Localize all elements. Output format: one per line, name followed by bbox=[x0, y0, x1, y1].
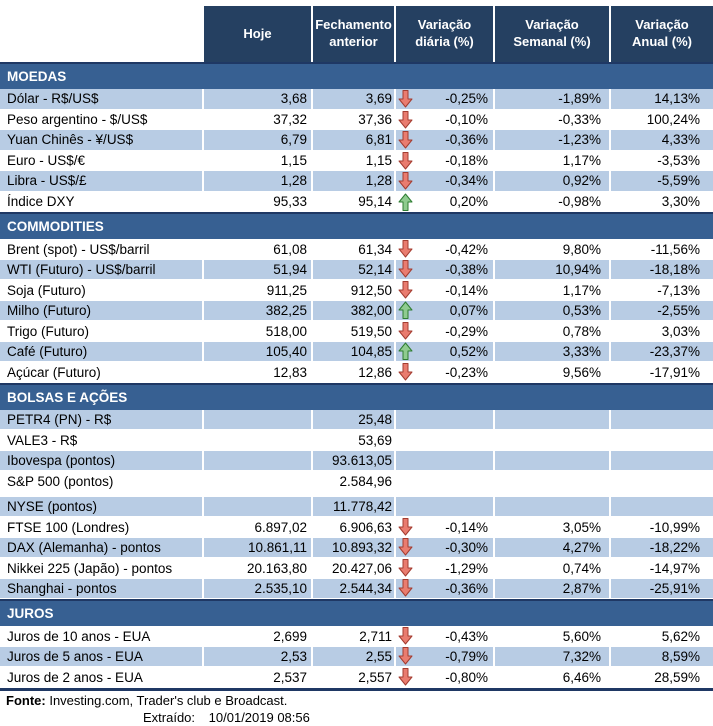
variacao-anual-value: -3,53% bbox=[609, 151, 713, 172]
variacao-semanal-value bbox=[493, 430, 609, 451]
fechamento-anterior-value: 382,00 bbox=[311, 301, 394, 322]
down-arrow-icon bbox=[398, 322, 413, 340]
table-row-nyse-pontos bbox=[0, 497, 713, 518]
variacao-diaria-text: -0,36% bbox=[445, 132, 488, 148]
hoje-value: 3,68 bbox=[202, 89, 311, 110]
variacao-diaria-text: 0,52% bbox=[449, 343, 488, 359]
extracted-label: Extraído: bbox=[143, 709, 196, 725]
table-row-brent-spot-us-barril bbox=[0, 239, 713, 260]
table-row-wti-futuro-us-barril bbox=[0, 260, 713, 281]
table-row-trigo-futuro bbox=[0, 321, 713, 342]
fechamento-anterior-value: 3,69 bbox=[311, 89, 394, 110]
variacao-semanal-value: 0,74% bbox=[493, 558, 609, 579]
table-row-libra-us bbox=[0, 171, 713, 192]
variacao-anual-value: -7,13% bbox=[609, 280, 713, 301]
table-row-petr4-pn-r bbox=[0, 410, 713, 431]
variacao-anual-value: 3,30% bbox=[609, 192, 713, 213]
hoje-value: 95,33 bbox=[202, 192, 311, 213]
hoje-value bbox=[202, 497, 311, 518]
fechamento-anterior-value: 52,14 bbox=[311, 260, 394, 281]
down-arrow-icon bbox=[398, 281, 413, 299]
variacao-anual-value bbox=[609, 451, 713, 472]
hoje-value: 518,00 bbox=[202, 321, 311, 342]
table-row-juros-de-10-anos-eua bbox=[0, 626, 713, 647]
variacao-diaria-value bbox=[394, 130, 493, 151]
variacao-diaria-text: -0,10% bbox=[445, 112, 488, 128]
variacao-anual-value: -10,99% bbox=[609, 517, 713, 538]
section-header-bolsas-e-a-es: BOLSAS E AÇÕES bbox=[0, 383, 713, 410]
source-line bbox=[0, 693, 713, 709]
hoje-value: 6.897,02 bbox=[202, 517, 311, 538]
hoje-value: 1,28 bbox=[202, 171, 311, 192]
variacao-diaria-value bbox=[394, 321, 493, 342]
fechamento-anterior-value: 2.584,96 bbox=[311, 471, 394, 492]
variacao-anual-value: -25,91% bbox=[609, 579, 713, 600]
fechamento-anterior-value: 1,15 bbox=[311, 151, 394, 172]
row-label: Juros de 10 anos - EUA bbox=[7, 628, 151, 644]
down-arrow-icon bbox=[398, 260, 413, 278]
down-arrow-icon bbox=[398, 131, 413, 149]
variacao-diaria-value bbox=[394, 280, 493, 301]
source-text: Investing.com, Trader's club e Broadcast. bbox=[49, 692, 288, 708]
table-row-nikkei-225-jap-o-pontos bbox=[0, 558, 713, 579]
variacao-semanal-value: -0,33% bbox=[493, 110, 609, 131]
hoje-value: 61,08 bbox=[202, 239, 311, 260]
variacao-anual-value: 100,24% bbox=[609, 110, 713, 131]
down-arrow-icon bbox=[398, 627, 413, 645]
variacao-semanal-value: 4,27% bbox=[493, 538, 609, 559]
hoje-value: 2,53 bbox=[202, 647, 311, 668]
fechamento-anterior-value: 2.544,34 bbox=[311, 579, 394, 600]
row-label: DAX (Alemanha) - pontos bbox=[0, 538, 202, 559]
down-arrow-icon bbox=[398, 668, 413, 686]
fechamento-anterior-value: 2,711 bbox=[311, 626, 394, 647]
table-row-ndice-dxy bbox=[0, 192, 713, 213]
table-row-d-lar-r-us bbox=[0, 89, 713, 110]
row-label: Nikkei 225 (Japão) - pontos bbox=[7, 560, 173, 576]
variacao-diaria-value bbox=[394, 626, 493, 647]
row-label: Café (Futuro) bbox=[0, 342, 202, 363]
variacao-diaria-value bbox=[394, 110, 493, 131]
up-arrow-icon bbox=[398, 301, 413, 319]
hoje-value: 6,79 bbox=[202, 130, 311, 151]
row-label: Índice DXY bbox=[7, 194, 75, 210]
variacao-anual-value: -23,37% bbox=[609, 342, 713, 363]
hoje-value: 2.535,10 bbox=[202, 579, 311, 600]
fechamento-anterior-value: 2,55 bbox=[311, 647, 394, 668]
variacao-diaria-value bbox=[394, 538, 493, 559]
variacao-diaria-value bbox=[394, 410, 493, 431]
row-label: WTI (Futuro) - US$/barril bbox=[0, 260, 202, 281]
row-label: S&P 500 (pontos) bbox=[7, 473, 114, 489]
hoje-value bbox=[202, 430, 311, 451]
variacao-diaria-value bbox=[394, 362, 493, 383]
variacao-diaria-value bbox=[394, 647, 493, 668]
hoje-value bbox=[202, 471, 311, 492]
up-arrow-icon bbox=[398, 342, 413, 360]
variacao-diaria-text: -0,34% bbox=[445, 173, 488, 189]
table-row-juros-de-2-anos-eua bbox=[0, 667, 713, 688]
row-label: Yuan Chinês - ¥/US$ bbox=[0, 130, 202, 151]
table-row-a-car-futuro bbox=[0, 362, 713, 383]
down-arrow-icon bbox=[398, 647, 413, 665]
table-footer bbox=[0, 691, 713, 726]
variacao-diaria-text: -0,42% bbox=[445, 241, 488, 257]
row-label: Shanghai - pontos bbox=[0, 579, 202, 600]
fechamento-anterior-value: 93.613,05 bbox=[311, 451, 394, 472]
down-arrow-icon bbox=[398, 518, 413, 536]
variacao-semanal-value bbox=[493, 497, 609, 518]
header-empty-corner bbox=[0, 6, 202, 62]
variacao-diaria-value bbox=[394, 558, 493, 579]
table-row-shanghai-pontos bbox=[0, 579, 713, 600]
variacao-anual-value bbox=[609, 471, 713, 492]
variacao-semanal-value: -1,89% bbox=[493, 89, 609, 110]
row-label: Soja (Futuro) bbox=[7, 282, 86, 298]
row-label: Ibovespa (pontos) bbox=[0, 451, 202, 472]
table-row-peso-argentino-us bbox=[0, 110, 713, 131]
variacao-diaria-text: -0,14% bbox=[445, 519, 488, 535]
fechamento-anterior-value: 519,50 bbox=[311, 321, 394, 342]
fechamento-anterior-value: 53,69 bbox=[311, 430, 394, 451]
variacao-semanal-value bbox=[493, 471, 609, 492]
variacao-anual-value bbox=[609, 497, 713, 518]
variacao-semanal-value: 1,17% bbox=[493, 151, 609, 172]
variacao-diaria-value bbox=[394, 89, 493, 110]
variacao-anual-value: 5,62% bbox=[609, 626, 713, 647]
variacao-diaria-value bbox=[394, 151, 493, 172]
variacao-diaria-text: -0,79% bbox=[445, 648, 488, 664]
variacao-diaria-text: -0,18% bbox=[445, 153, 488, 169]
down-arrow-icon bbox=[398, 172, 413, 190]
table-row-caf-futuro bbox=[0, 342, 713, 363]
row-label: Juros de 2 anos - EUA bbox=[7, 669, 143, 685]
variacao-diaria-text: -0,14% bbox=[445, 282, 488, 298]
variacao-anual-value: 28,59% bbox=[609, 667, 713, 688]
table-row-yuan-chin-s-us bbox=[0, 130, 713, 151]
table-header bbox=[0, 6, 713, 62]
variacao-diaria-value bbox=[394, 192, 493, 213]
fechamento-anterior-value: 61,34 bbox=[311, 239, 394, 260]
variacao-semanal-value: -0,98% bbox=[493, 192, 609, 213]
variacao-diaria-value bbox=[394, 667, 493, 688]
table-row-euro-us bbox=[0, 151, 713, 172]
fechamento-anterior-value: 2,557 bbox=[311, 667, 394, 688]
table-row-dax-alemanha-pontos bbox=[0, 538, 713, 559]
hoje-value: 37,32 bbox=[202, 110, 311, 131]
table-row-soja-futuro bbox=[0, 280, 713, 301]
up-arrow-icon bbox=[398, 193, 413, 211]
variacao-semanal-value: 3,05% bbox=[493, 517, 609, 538]
row-label: PETR4 (PN) - R$ bbox=[0, 410, 202, 431]
column-header-fechamento-anterior: Fechamento anterior bbox=[311, 6, 394, 62]
hoje-value: 10.861,11 bbox=[202, 538, 311, 559]
variacao-diaria-text: 0,07% bbox=[449, 302, 488, 318]
fechamento-anterior-value: 20.427,06 bbox=[311, 558, 394, 579]
fechamento-anterior-value: 37,36 bbox=[311, 110, 394, 131]
variacao-semanal-value: 0,92% bbox=[493, 171, 609, 192]
row-label: Milho (Futuro) bbox=[0, 301, 202, 322]
variacao-semanal-value: 10,94% bbox=[493, 260, 609, 281]
variacao-diaria-value bbox=[394, 171, 493, 192]
table-body bbox=[0, 62, 713, 688]
extracted-timestamp: 10/01/2019 08:56 bbox=[208, 709, 310, 725]
variacao-diaria-text: -1,29% bbox=[445, 560, 488, 576]
down-arrow-icon bbox=[398, 240, 413, 258]
row-label: Dólar - R$/US$ bbox=[0, 89, 202, 110]
variacao-diaria-text: -0,25% bbox=[445, 91, 488, 107]
variacao-diaria-text: 0,20% bbox=[449, 194, 488, 210]
variacao-diaria-value bbox=[394, 430, 493, 451]
source-label: Fonte: bbox=[6, 692, 46, 708]
variacao-diaria-value bbox=[394, 451, 493, 472]
fechamento-anterior-value: 25,48 bbox=[311, 410, 394, 431]
variacao-diaria-text: -0,43% bbox=[445, 628, 488, 644]
column-header-variacao-diaria: Variação diária (%) bbox=[394, 6, 493, 62]
variacao-semanal-value: -1,23% bbox=[493, 130, 609, 151]
section-header-moedas: MOEDAS bbox=[0, 62, 713, 89]
row-label: Euro - US$/€ bbox=[7, 153, 86, 169]
variacao-diaria-value bbox=[394, 260, 493, 281]
section-header-juros: JUROS bbox=[0, 599, 713, 626]
table-row-s-p-500-pontos bbox=[0, 471, 713, 492]
table-row-ftse-100-londres bbox=[0, 517, 713, 538]
section-header-commodities: COMMODITIES bbox=[0, 212, 713, 239]
variacao-diaria-text: -0,29% bbox=[445, 323, 488, 339]
hoje-value: 12,83 bbox=[202, 362, 311, 383]
variacao-diaria-text: -0,38% bbox=[445, 261, 488, 277]
variacao-diaria-text: -0,30% bbox=[445, 539, 488, 555]
row-label: FTSE 100 (Londres) bbox=[7, 519, 130, 535]
down-arrow-icon bbox=[398, 363, 413, 381]
fechamento-anterior-value: 104,85 bbox=[311, 342, 394, 363]
fechamento-anterior-value: 912,50 bbox=[311, 280, 394, 301]
variacao-diaria-text: -0,23% bbox=[445, 364, 488, 380]
variacao-anual-value: -17,91% bbox=[609, 362, 713, 383]
hoje-value bbox=[202, 451, 311, 472]
variacao-semanal-value: 9,56% bbox=[493, 362, 609, 383]
hoje-value: 1,15 bbox=[202, 151, 311, 172]
row-label: VALE3 - R$ bbox=[7, 432, 78, 448]
variacao-diaria-value bbox=[394, 579, 493, 600]
variacao-semanal-value: 0,53% bbox=[493, 301, 609, 322]
variacao-semanal-value: 5,60% bbox=[493, 626, 609, 647]
hoje-value bbox=[202, 410, 311, 431]
variacao-diaria-value bbox=[394, 301, 493, 322]
variacao-diaria-value bbox=[394, 471, 493, 492]
variacao-anual-value: 14,13% bbox=[609, 89, 713, 110]
fechamento-anterior-value: 95,14 bbox=[311, 192, 394, 213]
variacao-anual-value: -11,56% bbox=[609, 239, 713, 260]
variacao-semanal-value: 6,46% bbox=[493, 667, 609, 688]
hoje-value: 51,94 bbox=[202, 260, 311, 281]
variacao-semanal-value bbox=[493, 410, 609, 431]
row-label: Peso argentino - $/US$ bbox=[7, 112, 148, 128]
variacao-diaria-value bbox=[394, 517, 493, 538]
variacao-anual-value: -18,18% bbox=[609, 260, 713, 281]
table-row-juros-de-5-anos-eua bbox=[0, 647, 713, 668]
table-row-milho-futuro bbox=[0, 301, 713, 322]
column-header-variacao-semanal: Variação Semanal (%) bbox=[493, 6, 609, 62]
hoje-value: 2,537 bbox=[202, 667, 311, 688]
variacao-diaria-text: -0,36% bbox=[445, 580, 488, 596]
variacao-anual-value: -5,59% bbox=[609, 171, 713, 192]
variacao-semanal-value: 9,80% bbox=[493, 239, 609, 260]
fechamento-anterior-value: 1,28 bbox=[311, 171, 394, 192]
down-arrow-icon bbox=[398, 579, 413, 597]
variacao-diaria-value bbox=[394, 239, 493, 260]
variacao-anual-value: 3,03% bbox=[609, 321, 713, 342]
hoje-value: 2,699 bbox=[202, 626, 311, 647]
column-header-variacao-anual: Variação Anual (%) bbox=[609, 6, 713, 62]
variacao-semanal-value: 0,78% bbox=[493, 321, 609, 342]
down-arrow-icon bbox=[398, 90, 413, 108]
fechamento-anterior-value: 11.778,42 bbox=[311, 497, 394, 518]
variacao-semanal-value: 3,33% bbox=[493, 342, 609, 363]
variacao-anual-value: -14,97% bbox=[609, 558, 713, 579]
row-label: Açúcar (Futuro) bbox=[7, 364, 101, 380]
row-label: Trigo (Futuro) bbox=[7, 323, 90, 339]
variacao-semanal-value: 1,17% bbox=[493, 280, 609, 301]
hoje-value: 911,25 bbox=[202, 280, 311, 301]
row-label: NYSE (pontos) bbox=[0, 497, 202, 518]
row-label: Juros de 5 anos - EUA bbox=[0, 647, 202, 668]
column-header-hoje: Hoje bbox=[202, 6, 311, 62]
variacao-semanal-value: 2,87% bbox=[493, 579, 609, 600]
variacao-anual-value: -18,22% bbox=[609, 538, 713, 559]
variacao-diaria-value bbox=[394, 497, 493, 518]
variacao-anual-value: 4,33% bbox=[609, 130, 713, 151]
variacao-semanal-value: 7,32% bbox=[493, 647, 609, 668]
hoje-value: 105,40 bbox=[202, 342, 311, 363]
table-row-vale3-r bbox=[0, 430, 713, 451]
row-label: Brent (spot) - US$/barril bbox=[7, 241, 150, 257]
fechamento-anterior-value: 6,81 bbox=[311, 130, 394, 151]
hoje-value: 382,25 bbox=[202, 301, 311, 322]
hoje-value: 20.163,80 bbox=[202, 558, 311, 579]
down-arrow-icon bbox=[398, 538, 413, 556]
variacao-anual-value: -2,55% bbox=[609, 301, 713, 322]
variacao-diaria-value bbox=[394, 342, 493, 363]
fechamento-anterior-value: 6.906,63 bbox=[311, 517, 394, 538]
variacao-anual-value: 8,59% bbox=[609, 647, 713, 668]
variacao-anual-value bbox=[609, 430, 713, 451]
variacao-diaria-text: -0,80% bbox=[445, 669, 488, 685]
down-arrow-icon bbox=[398, 111, 413, 129]
down-arrow-icon bbox=[398, 559, 413, 577]
variacao-semanal-value bbox=[493, 451, 609, 472]
fechamento-anterior-value: 10.893,32 bbox=[311, 538, 394, 559]
down-arrow-icon bbox=[398, 152, 413, 170]
variacao-anual-value bbox=[609, 410, 713, 431]
extracted-line bbox=[143, 709, 713, 726]
table-row-ibovespa-pontos bbox=[0, 451, 713, 472]
fechamento-anterior-value: 12,86 bbox=[311, 362, 394, 383]
row-label: Libra - US$/£ bbox=[0, 171, 202, 192]
